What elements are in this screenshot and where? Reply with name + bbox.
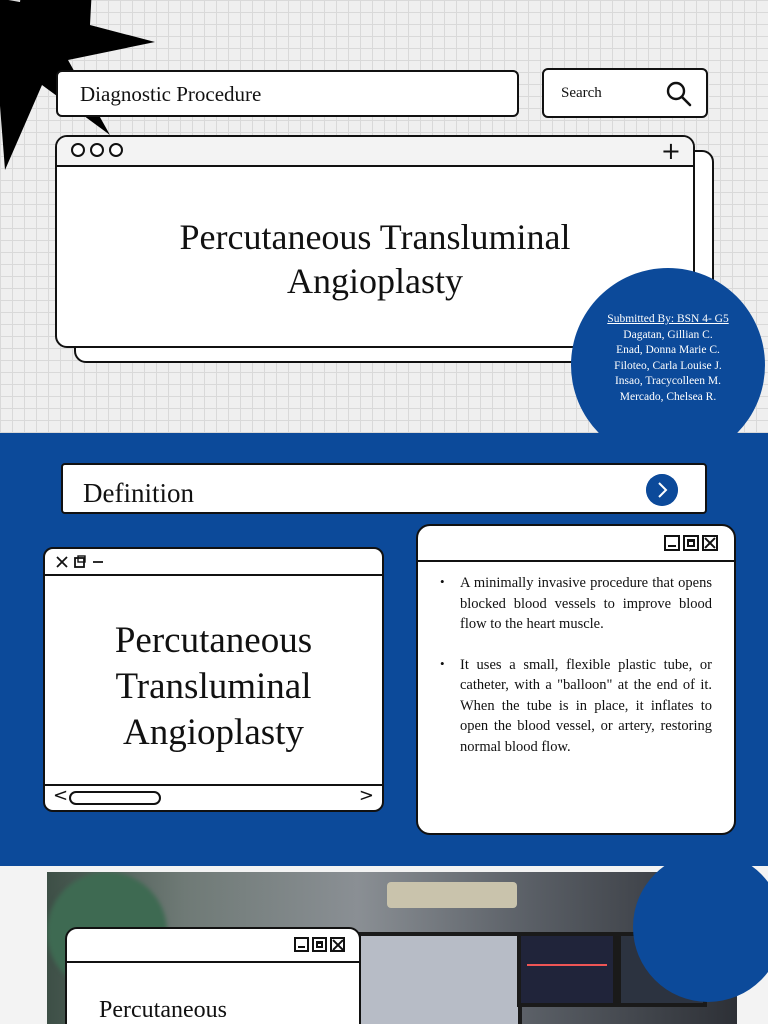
minimize-icon[interactable] [294, 937, 309, 952]
credit-name: Mercado, Chelsea R. [619, 390, 717, 403]
title-line-2: Angioplasty [287, 261, 463, 301]
window-controls [55, 553, 105, 571]
angiography-monitor [357, 932, 522, 1024]
window-titlebar [67, 929, 359, 963]
window-dots [71, 143, 123, 157]
procedure-title-text: Diagnostic Procedure [80, 82, 262, 106]
procedure-title-bar [56, 70, 519, 117]
definition-slide [0, 433, 768, 866]
circle-icon[interactable] [109, 143, 123, 157]
close-icon[interactable] [55, 555, 69, 569]
title-line: Angioplasty [123, 712, 304, 753]
credit-name: Filoteo, Carla Louise J. [614, 359, 722, 372]
definition-list [438, 573, 712, 777]
close-icon[interactable] [702, 535, 718, 551]
photo-slide [0, 866, 768, 1024]
maximize-icon[interactable] [683, 535, 699, 551]
title-line: Percutaneous [114, 620, 313, 661]
minimize-icon[interactable] [91, 555, 105, 569]
chevron-right-icon[interactable] [646, 474, 678, 506]
photo-window-title: Percutaneous [99, 997, 227, 1023]
definition-heading: Definition [83, 478, 194, 508]
credit-name: Insao, Tracycolleen M. [614, 375, 722, 387]
definition-window [416, 524, 736, 835]
chevron-left-icon[interactable]: < [53, 785, 69, 806]
photo-title-window [65, 927, 361, 1024]
title-slide [0, 0, 768, 433]
window-controls [294, 937, 345, 952]
window-titlebar [418, 526, 734, 562]
search-box[interactable] [542, 68, 708, 118]
procedure-name [45, 618, 382, 756]
search-icon[interactable] [666, 81, 692, 107]
title-line-1: Percutaneous Transluminal [179, 217, 571, 257]
minimize-icon[interactable] [664, 535, 680, 551]
circle-icon[interactable] [71, 143, 85, 157]
restore-icon[interactable] [73, 555, 87, 569]
credit-name: Enad, Donna Marie C. [616, 344, 720, 356]
maximize-icon[interactable] [312, 937, 327, 952]
title-line: Transluminal [115, 666, 312, 707]
window-titlebar [57, 137, 693, 167]
presentation-title [57, 215, 693, 303]
circle-icon[interactable] [90, 143, 104, 157]
surgical-lamp-shape [387, 882, 517, 908]
scroll-thumb[interactable] [69, 791, 161, 805]
window-titlebar [45, 549, 382, 576]
plus-icon[interactable]: + [660, 137, 681, 165]
vitals-monitor [517, 932, 617, 1007]
window-controls [664, 535, 718, 551]
close-icon[interactable] [330, 937, 345, 952]
search-label: Search [561, 85, 602, 101]
definition-bar [61, 463, 707, 514]
definition-bullet: • It uses a small, flexible plastic tube, or catheter, with a "balloon" at the end of it. When the tube is in place, it inflates to open the blood vessel, or artery, restoring normal blood flow. [438, 655, 712, 758]
chevron-right-icon[interactable]: > [358, 785, 374, 806]
credits-heading: Submitted By: BSN 4- G5 [607, 313, 729, 325]
title-window [43, 547, 384, 812]
definition-bullet: • A minimally invasive procedure that opens blocked blood vessels to improve blood flow to the heart muscle. [438, 573, 712, 635]
horizontal-scrollbar[interactable] [45, 784, 382, 810]
credit-name: Dagatan, Gillian C. [623, 328, 713, 341]
